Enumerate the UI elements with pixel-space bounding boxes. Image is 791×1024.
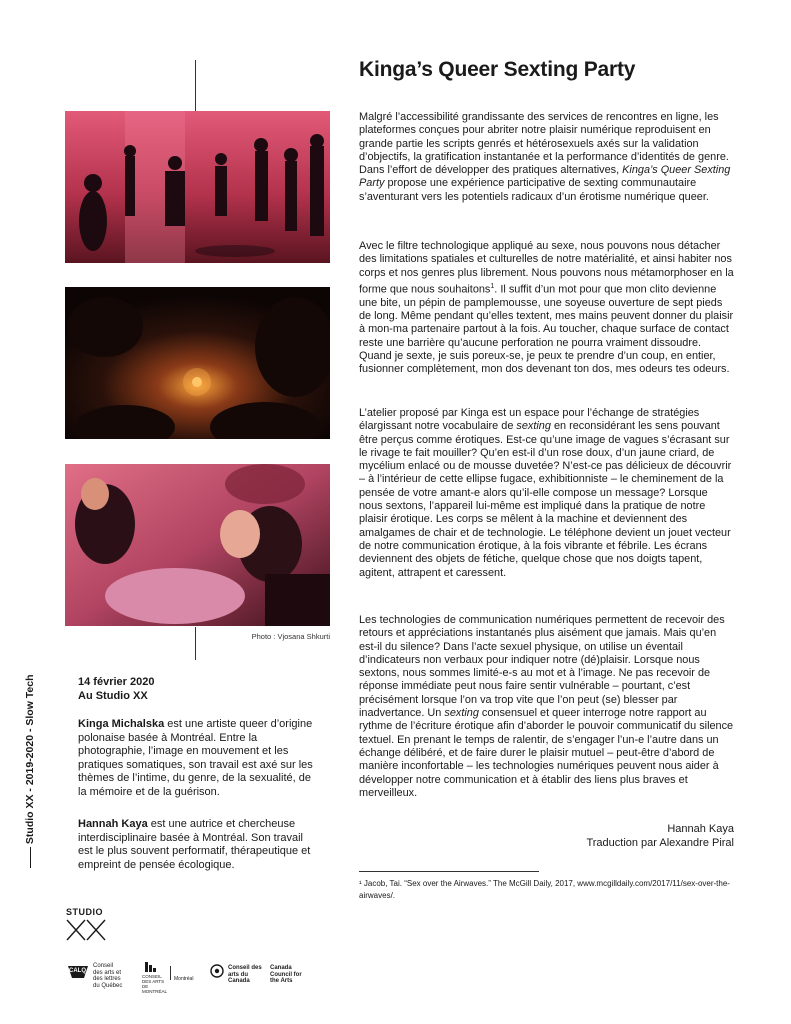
footnote-ref: 1 bbox=[490, 282, 495, 290]
bio-hannah bbox=[78, 818, 318, 872]
paragraph-1-text-a: Malgré l’accessibilité grandissante des services de rencontres en ligne, les plateformes conçues pour abriter notre plaisir numérique reproduisent en grande partie les scripts genrés et hétérosexuels axés sur la validation d’objectifs, la gratification instantanée et la performance d’identités de genre. Dans l’effort de développer des pratiques alternatives, bbox=[359, 111, 729, 177]
bio-hannah-name: Hannah Kaya bbox=[78, 818, 148, 830]
cca-en-text: Canada Council for the Arts bbox=[270, 965, 302, 984]
bio-hannah-text: est une autrice et chercheuse interdisciplinaire basée à Montréal. Son travail est le plus souvent performatif, thérapeutique et empreint de pensée écologique. bbox=[78, 818, 311, 871]
studio-xx-logo bbox=[66, 907, 116, 943]
photo-dance-room bbox=[65, 111, 330, 263]
event-info bbox=[78, 676, 318, 703]
calq-name: CALQ bbox=[69, 968, 86, 974]
xx-mark-icon bbox=[66, 919, 106, 941]
paragraph-4-em: sexting bbox=[444, 707, 479, 720]
calq-text: Conseil des arts et des lettres du Québec bbox=[93, 963, 123, 989]
photo-candle-circle bbox=[65, 287, 330, 439]
cca-fr-text: Conseil des arts du Canada bbox=[228, 965, 262, 984]
montreal-text: Montréal bbox=[174, 976, 194, 982]
cam-mark-icon bbox=[145, 962, 157, 972]
paragraph-4 bbox=[359, 614, 734, 800]
cam-logo bbox=[142, 962, 202, 994]
canada-council-mark-icon bbox=[210, 964, 224, 978]
bio-kinga-name: Kinga Michalska bbox=[78, 718, 165, 730]
top-rule bbox=[195, 60, 196, 112]
paragraph-2-text-b: . Il suffit d’un mot pour que mon clito devienne une bite, un pépin de pamplemousse, une soyeuse ouverture de sept pieds de long. Même pendant qu’elles textent, mes mains peuvent donner du plaisir à mon-ma partenaire partout à la fois. Au toucher, chaque surface de contact reste une barrière qu’aucune perforation ne pourra vraiment dissoudre. Quand je sexte, je suis poreux-se, je peux te prendre d’un coup, en entier, fusionner complètement, mon dos devenant ton dos, mes odeurs tes odeurs. bbox=[359, 283, 734, 376]
footnote: ¹ Jacob, Tai. “Sex over the Airwaves.” The McGill Daily, 2017, www.mcgilldaily.com/2017/11/sex-over-the-airwaves/. bbox=[359, 879, 730, 900]
canada-council-logo bbox=[210, 963, 320, 985]
paragraph-2 bbox=[359, 240, 734, 377]
paragraph-1 bbox=[359, 111, 734, 204]
footnote-divider bbox=[359, 871, 539, 872]
paragraph-1-text-b: propose une expérience participative de sexting communautaire s’aventurant vers les potentiels radicaux d’un érotisme numérique queer. bbox=[359, 177, 709, 203]
bio-kinga-text: est une artiste queer d’origine polonaise basée à Montréal. Entre la photographie, l’image en mouvement et les pratiques somatiques, son travail est axé sur les thèmes de l’intime, du genre, de la sexualité, de la mémoire et de la guérison. bbox=[78, 718, 313, 798]
studio-xx-logo-text: STUDIO bbox=[66, 907, 104, 917]
paragraph-2-text-a: Avec le filtre technologique appliqué au sexe, nous pouvons nous détacher des limitations spatiales et culturelles de notre matérialité, et ainsi habiter nos corps et nos genres plus librement. Nous pouvons nous métamorphoser en la forme que nous souhaitons bbox=[359, 240, 734, 296]
paragraph-3 bbox=[359, 407, 734, 580]
photo-credit: Photo : Vjosana Shkurti bbox=[251, 632, 330, 641]
paragraph-3-text-a: L’atelier proposé par Kinga est un espace pour l’échange de stratégies élargissant notre vocabulaire de bbox=[359, 407, 700, 433]
photo-people-with-phones bbox=[65, 464, 330, 626]
paragraph-3-em: sexting bbox=[516, 420, 551, 433]
cam-divider bbox=[170, 966, 171, 980]
page-title: Kinga’s Queer Sexting Party bbox=[359, 58, 636, 81]
event-date: 14 février 2020 bbox=[78, 676, 155, 688]
signature bbox=[500, 822, 734, 850]
vertical-label-text: —— Studio XX - 2019-2020 - Slow Tech bbox=[24, 674, 36, 868]
vertical-label bbox=[20, 674, 38, 868]
signature-author: Hannah Kaya bbox=[667, 823, 734, 835]
bio-kinga bbox=[78, 718, 318, 799]
paragraph-4-text-b: consensuel et queer interroge notre rapport au rythme de l’écriture érotique afin d’aborder le pouvoir communicatif du silence textuel. En prenant le temps de ralentir, de s’engager l’un-e l’autre dans un échange délibéré, et de faire durer le plaisir mutuel – peut-être d’abord de manière inconfortable – les technologies numériques peuvent nous aider à développer notre communication et à établir des liens plus braves et merveilleux. bbox=[359, 707, 734, 799]
paragraph-4-text-a: Les technologies de communication numériques permettent de recevoir des retours et appréciations instantanés plus aisément que jamais. Mais qu’en est-il du silence? Dans l’acte sexuel physique, on utilise un éventail d’indicateurs non verbaux pour indiquer notre (dé)plaisir. Lorsque nous sextons, nous sommes limité-e-s au mot et à l’image. Ne pas recevoir de réponse immédiate peut nous faire sentir vulnérable – pourtant, c’est précisément lorsque l’on va trop vite que l’on peut (se) blesser par inadvertance. Un bbox=[359, 614, 725, 720]
cam-text: CONSEIL DES ARTS DE MONTRÉAL bbox=[142, 974, 168, 994]
calq-logo bbox=[66, 962, 126, 989]
bottom-rule bbox=[195, 627, 196, 660]
paragraph-3-text-b: en reconsidérant les sens pouvant être perçus comme érotiques. Est-ce qu’une image de vagues s’écrasant sur le rivage te fait mouiller? Qu’en est-il d’un rose doux, d’un jaune criard, de mycélium enlacé ou de mousse duvetée? N’est-ce pas délicieux de découvrir – à l’intérieur de cette ellipse fugace, exhibitionniste – le cheminement de la pensée de votre amant-e alors qu’il-elle compose un message? Lorsque nous sextons, l’appareil lui-même est impliqué dans la pratique de notre plaisir érotique. Les corps se mêlent à la machine et deviennent des amalgames de chair et de technologie. Le téléphone devient un jouet vecteur de notre communication érotique, à la fois vibrante et fébrile. Les écrans deviennent des objets de fétiche, quelque chose que nos doigts tapent, agitent, attrapent et caressent. bbox=[359, 420, 732, 579]
paragraph-1-title: Kinga’s Queer Sexting Party bbox=[359, 164, 731, 190]
event-venue: Au Studio XX bbox=[78, 689, 148, 702]
signature-translation: Traduction par Alexandre Piral bbox=[586, 837, 734, 849]
